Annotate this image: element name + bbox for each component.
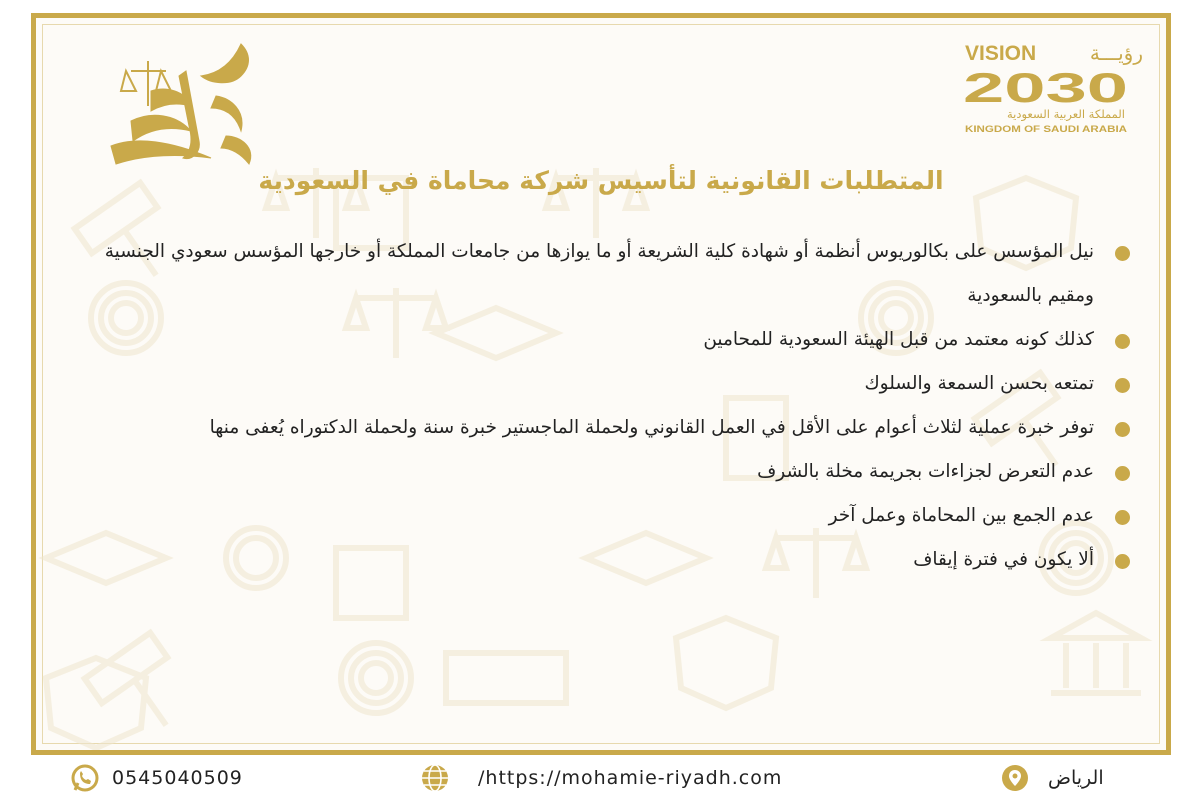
footer-bar bbox=[0, 755, 1200, 800]
vision-label: VISION bbox=[965, 42, 1037, 65]
list-item-text: عدم التعرض لجزاءات بجريمة مخلة بالشرف bbox=[757, 461, 1094, 482]
list-item-text: كذلك كونه معتمد من قبل الهيئة السعودية للمحامين bbox=[703, 329, 1094, 350]
bullet-dot-icon bbox=[1115, 422, 1130, 437]
list-item bbox=[66, 318, 1136, 362]
bullet-dot-icon bbox=[1115, 466, 1130, 481]
list-item-text: تمتعه بحسن السمعة والسلوك bbox=[864, 373, 1094, 394]
vision-english-kingdom: KINGDOM OF SAUDI ARABIA bbox=[965, 124, 1128, 135]
location-info bbox=[1000, 763, 1104, 793]
phone-contact[interactable] bbox=[70, 763, 243, 793]
phone-number: 0545040509 bbox=[112, 767, 243, 789]
bullet-dot-icon bbox=[1115, 554, 1130, 569]
list-item bbox=[66, 230, 1136, 318]
vision-2030-icon bbox=[963, 38, 1148, 138]
page-title: المتطلبات القانونية لتأسيس شركة محاماة في السعودية bbox=[258, 166, 944, 195]
list-item-text: توفر خبرة عملية لثلاث أعوام على الأقل في العمل القانوني ولحملة الماجستير خبرة سنة ولحملة الدكتوراه يُعفى منها bbox=[209, 417, 1094, 438]
whatsapp-icon bbox=[70, 763, 100, 793]
bullet-dot-icon bbox=[1115, 510, 1130, 525]
requirements-list bbox=[66, 230, 1136, 582]
list-item-text: نيل المؤسس على بكالوريوس أنظمة أو شهادة كلية الشريعة أو ما يوازها من جامعات المملكة أو خارجها المؤسس سعودي الجنسية ومقيم بالسعودية bbox=[104, 241, 1094, 306]
bullet-dot-icon bbox=[1115, 378, 1130, 393]
location-pin-icon bbox=[1000, 763, 1030, 793]
city-label: الرياض bbox=[1048, 767, 1104, 789]
globe-icon bbox=[420, 763, 450, 793]
content-frame bbox=[31, 13, 1171, 755]
list-item bbox=[66, 494, 1136, 538]
website-url: /https://mohamie-riyadh.com bbox=[478, 767, 783, 789]
calligraphy-logo-icon bbox=[91, 36, 261, 171]
list-item bbox=[66, 362, 1136, 406]
vision-arabic-label: رؤيـــة bbox=[1089, 41, 1143, 65]
bullet-dot-icon bbox=[1115, 246, 1130, 261]
vision-arabic-kingdom: المملكة العربية السعودية bbox=[1007, 107, 1125, 121]
list-item bbox=[66, 450, 1136, 494]
vision-year: 2030 bbox=[963, 64, 1128, 111]
list-item-text: عدم الجمع بين المحاماة وعمل آخر bbox=[828, 505, 1094, 526]
vision-2030-logo bbox=[963, 38, 1148, 138]
website-link[interactable] bbox=[420, 763, 782, 793]
bullet-dot-icon bbox=[1115, 334, 1130, 349]
list-item-text: ألا يكون في فترة إيقاف bbox=[913, 549, 1094, 570]
list-item bbox=[66, 406, 1136, 450]
list-item bbox=[66, 538, 1136, 582]
